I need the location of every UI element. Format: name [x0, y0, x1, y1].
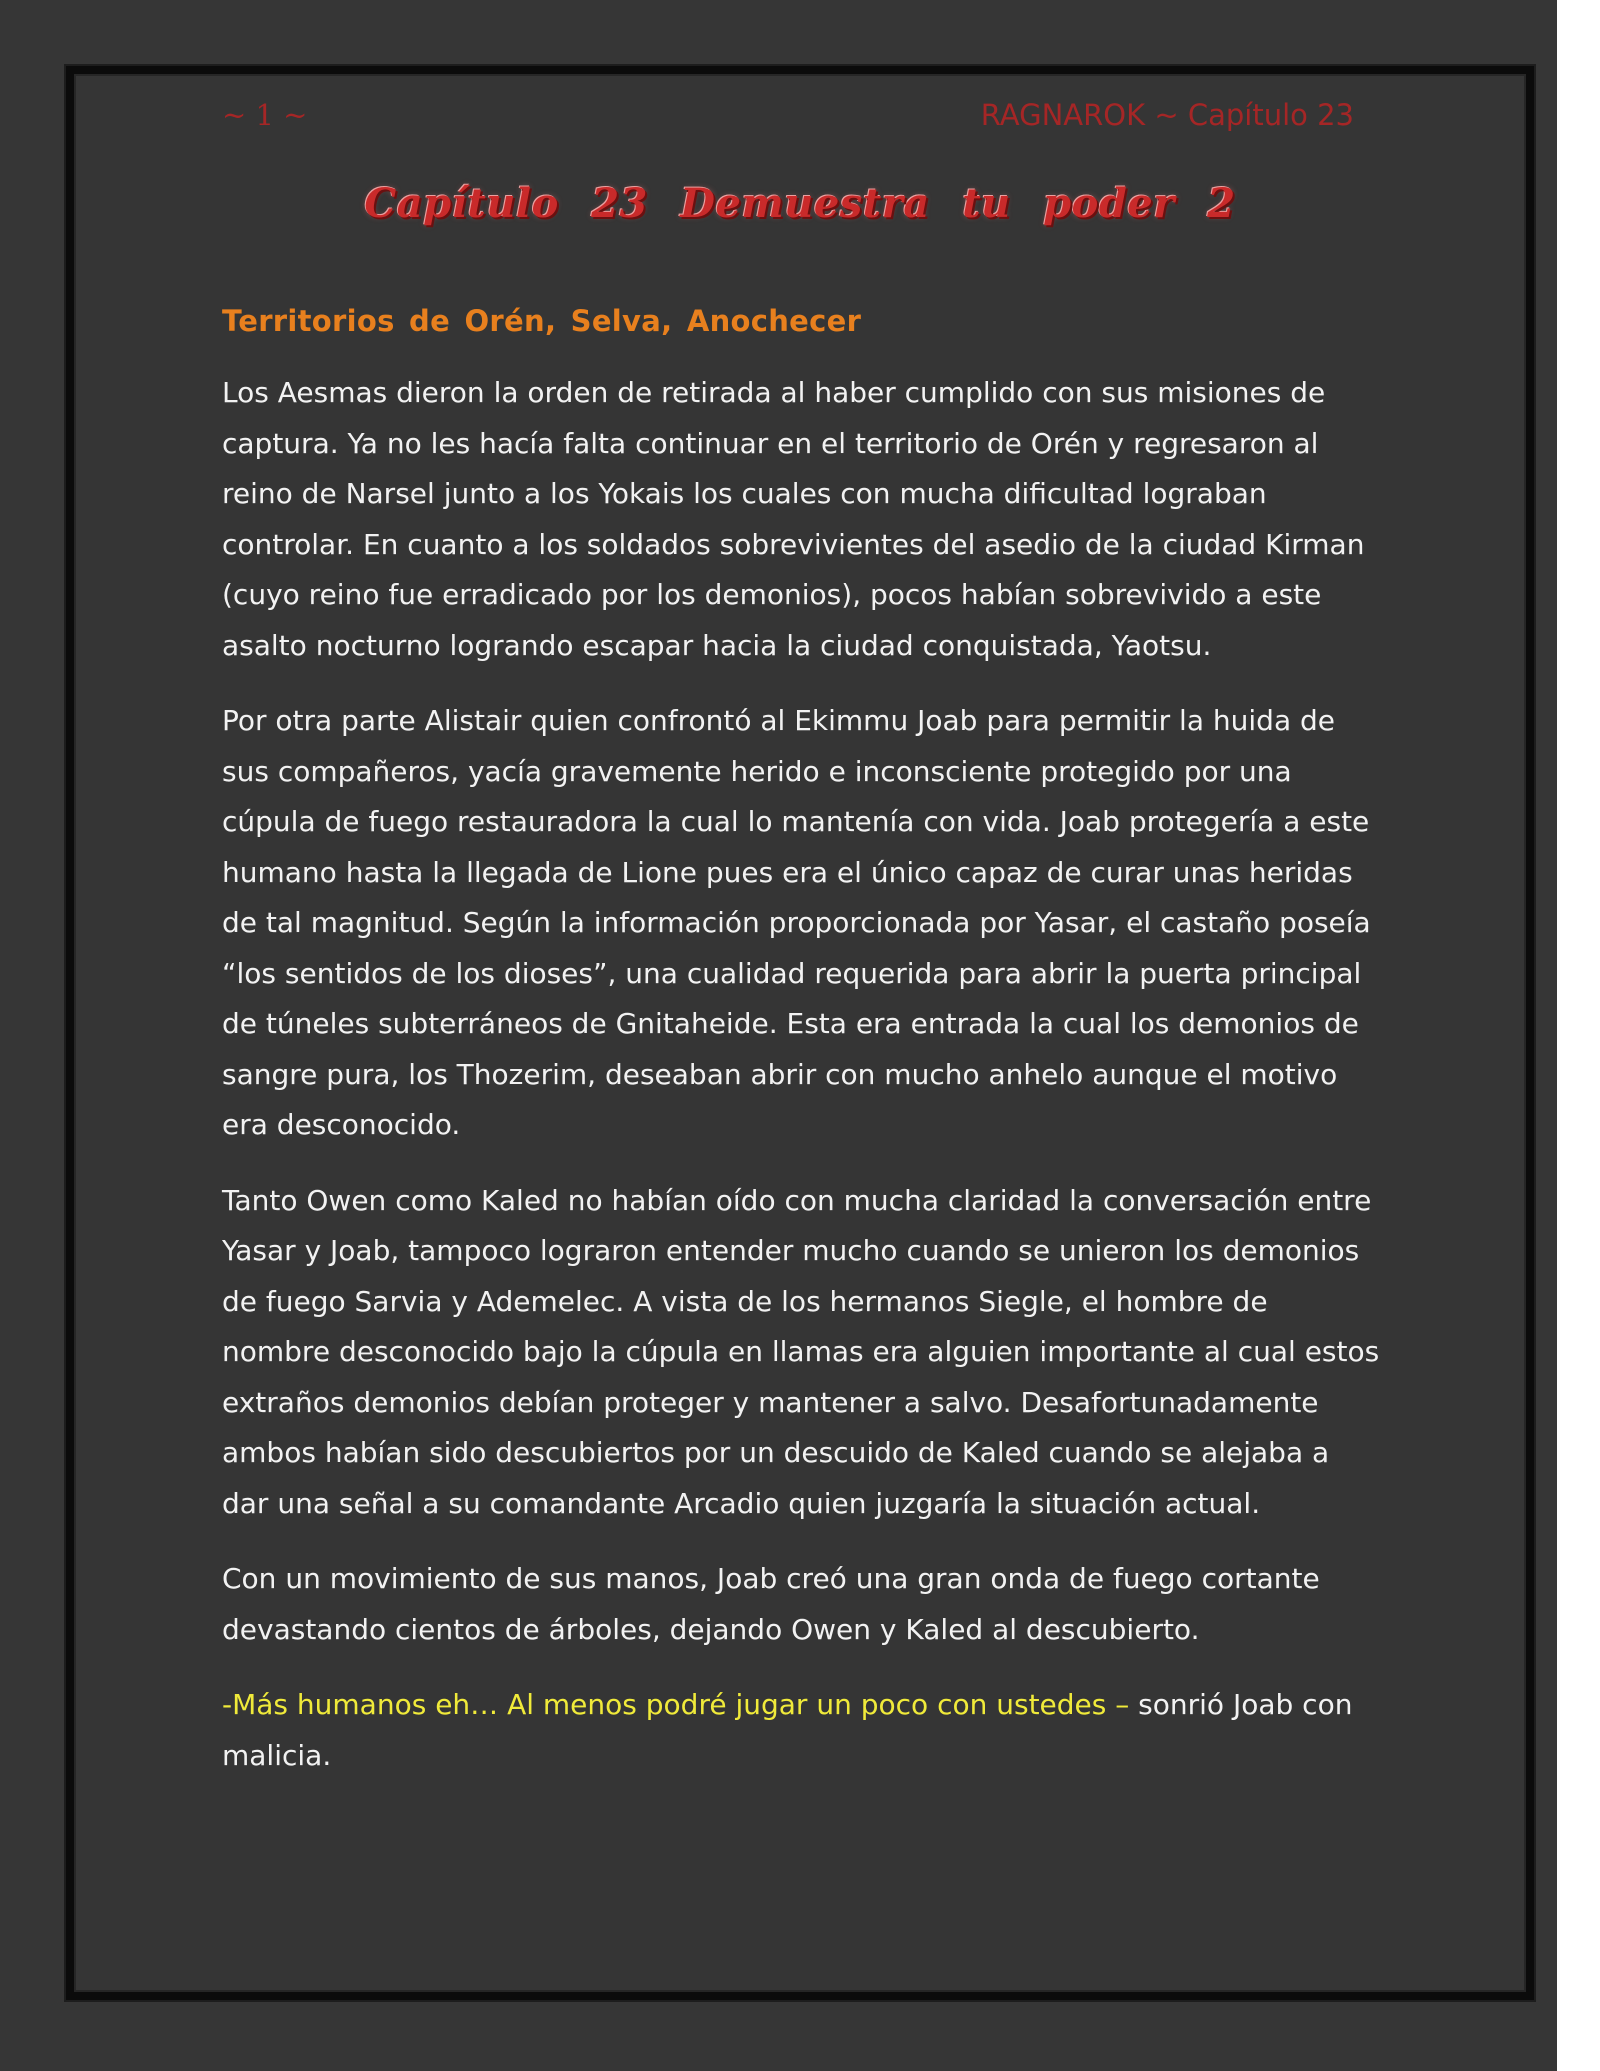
dialogue-speech: -Más humanos eh… Al menos podré jugar un poco con ustedes – — [222, 1688, 1130, 1721]
paragraph-2: Por otra parte Alistair quien confrontó al Ekimmu Joab para permitir la huida de sus compañeros, yacía gravemente herido e inconsciente protegido por una cúpula de fuego restauradora la cual lo mantenía con vida. Joab protegería a este humano hasta la llegada de Lione pues era el único capaz de curar unas heridas de tal magnitud. Según la información proporcionada por Yasar, el castaño poseía “los sentidos de los dioses”, una cualidad requerida para abrir la puerta principal de túneles subterráneos de Gnitaheide. Esta era entrada la cual los demonios de sangre pura, los Thozerim, deseaban abrir con mucho anhelo aunque el motivo era desconocido. — [222, 704, 1371, 1141]
running-title: RAGNAROK ~ Capítulo 23 — [980, 98, 1354, 132]
chapter-body — [222, 296, 1382, 1806]
paragraph-3: Tanto Owen como Kaled no habían oído con mucha claridad la conversación entre Yasar y Joab, tampoco lograron entender mucho cuando se unieron los demonios de fuego Sarvia y Ademelec. A vista de los hermanos Siegle, el hombre de nombre desconocido bajo la cúpula en llamas era alguien importante al cual estos extraños demonios debían proteger y mantener a salvo. Desafortunadamente ambos habían sido descubiertos por un descuido de Kaled cuando se alejaba a dar una señal a su comandante Arcadio quien juzgaría la situación actual. — [222, 1183, 1380, 1520]
scene-location: Territorios de Orén, Selva, Anochecer — [222, 304, 862, 338]
page-edge-strip — [1557, 0, 1600, 2071]
paragraph-1: Los Aesmas dieron la orden de retirada al haber cumplido con sus misiones de captura. Ya no les hacía falta continuar en el territorio de Orén y regresaron al reino de Narsel junto a los Yokais los cuales con mucha dificultad lograban controlar. En cuanto a los soldados sobrevivientes del asedio de la ciudad Kirman (cuyo reino fue erradicado por los demonios), pocos habían sobrevivido a este asalto nocturno logrando escapar hacia la ciudad conquistada, Yaotsu. — [222, 376, 1365, 662]
dialogue-narration: sonrió Joab con malicia. — [222, 1688, 1353, 1772]
chapter-title: Capítulo 23 Demuestra tu poder 2 — [364, 180, 1236, 227]
page-number: ~ 1 ~ — [222, 98, 308, 132]
paragraph-4: Con un movimiento de sus manos, Joab creó una gran onda de fuego cortante devastando cientos de árboles, dejando Owen y Kaled al descubierto. — [222, 1562, 1320, 1646]
dialogue-paragraph — [222, 1680, 1382, 1781]
